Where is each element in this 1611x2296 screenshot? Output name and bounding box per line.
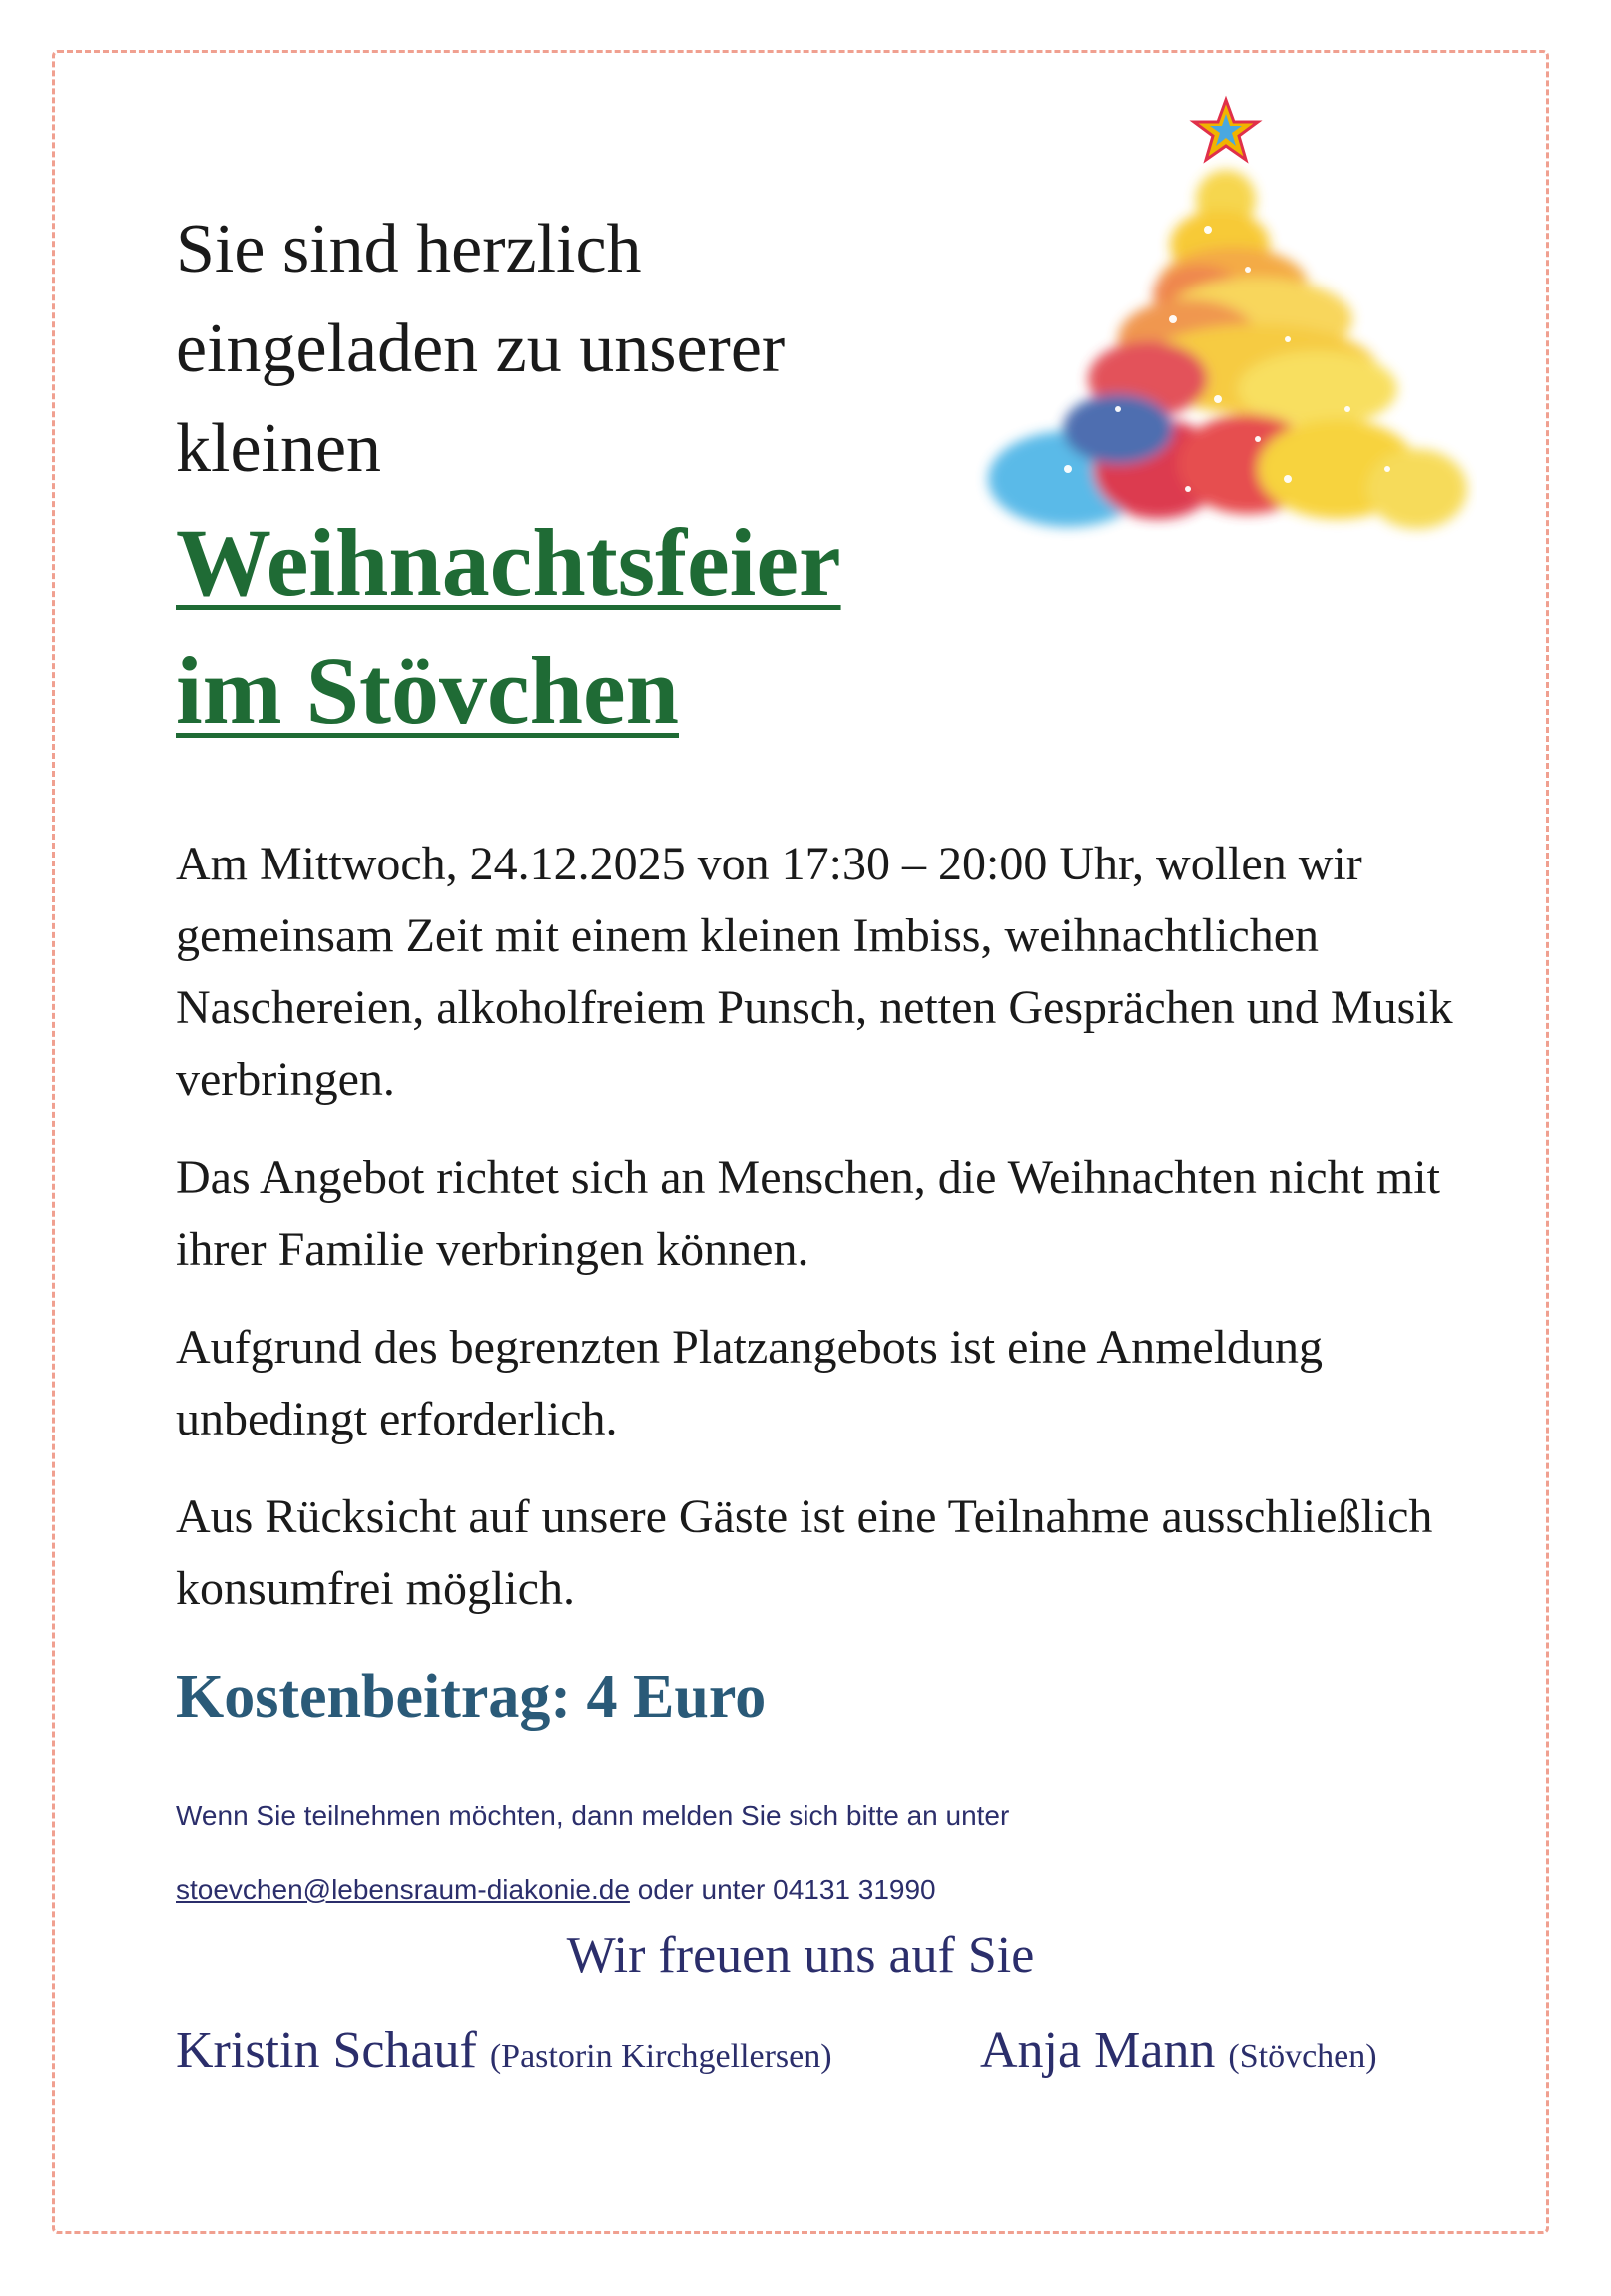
intro-line: eingeladen zu unserer xyxy=(176,310,786,387)
registration-line: Wenn Sie teilnehmen möchten, dann melden Sie sich bitte an unter xyxy=(176,1800,1010,1831)
cost-contribution: Kostenbeitrag: 4 Euro xyxy=(176,1663,767,1731)
phone-text: oder unter 04131 31990 xyxy=(629,1874,936,1905)
signature-name: Anja Mann xyxy=(980,2022,1216,2079)
intro-line: kleinen xyxy=(176,410,382,487)
signature-name: Kristin Schauf xyxy=(176,2022,477,2079)
signature-role: (Stövchen) xyxy=(1228,2038,1377,2075)
registration-info xyxy=(176,1779,1373,1927)
closing-line xyxy=(0,1921,1611,1991)
signature-anja-mann xyxy=(980,2016,1377,2092)
description-paragraph: Aufgrund des begrenzten Platzangebots ist eine Anmeldung unbedingt erforderlich. xyxy=(176,1321,1324,1445)
closing-text: Wir freuen uns auf Sie xyxy=(566,1927,1035,1984)
signature-kristin-schauf xyxy=(176,2016,832,2092)
email-link[interactable]: stoevchen@lebensraum-diakonie.de xyxy=(176,1874,630,1905)
event-title-line: Weihnachtsfeier xyxy=(176,509,841,616)
christmas-tree-image xyxy=(958,80,1477,549)
description-paragraph: Aus Rücksicht auf unsere Gäste ist eine Teilnahme ausschließlich konsumfrei möglich. xyxy=(176,1490,1433,1615)
invitation-intro xyxy=(176,200,934,499)
event-title-line: im Stövchen xyxy=(176,637,679,744)
description-paragraph: Am Mittwoch, 24.12.2025 von 17:30 – 20:00 Uhr, wollen wir gemeinsam Zeit mit einem kleinen Imbiss, weihnachtlichen Naschereien, alkoholfreiem Punsch, netten Gesprächen und Musik verbringen. xyxy=(176,838,1453,1106)
signature-role: (Pastorin Kirchgellersen) xyxy=(489,2038,832,2075)
description-paragraph: Das Angebot richtet sich an Menschen, die Weihnachten nicht mit ihrer Familie verbringen können. xyxy=(176,1151,1440,1276)
intro-line: Sie sind herzlich xyxy=(176,211,642,287)
event-title xyxy=(176,499,841,755)
registration-contact-line xyxy=(176,1853,1373,1927)
event-description xyxy=(176,829,1473,1651)
